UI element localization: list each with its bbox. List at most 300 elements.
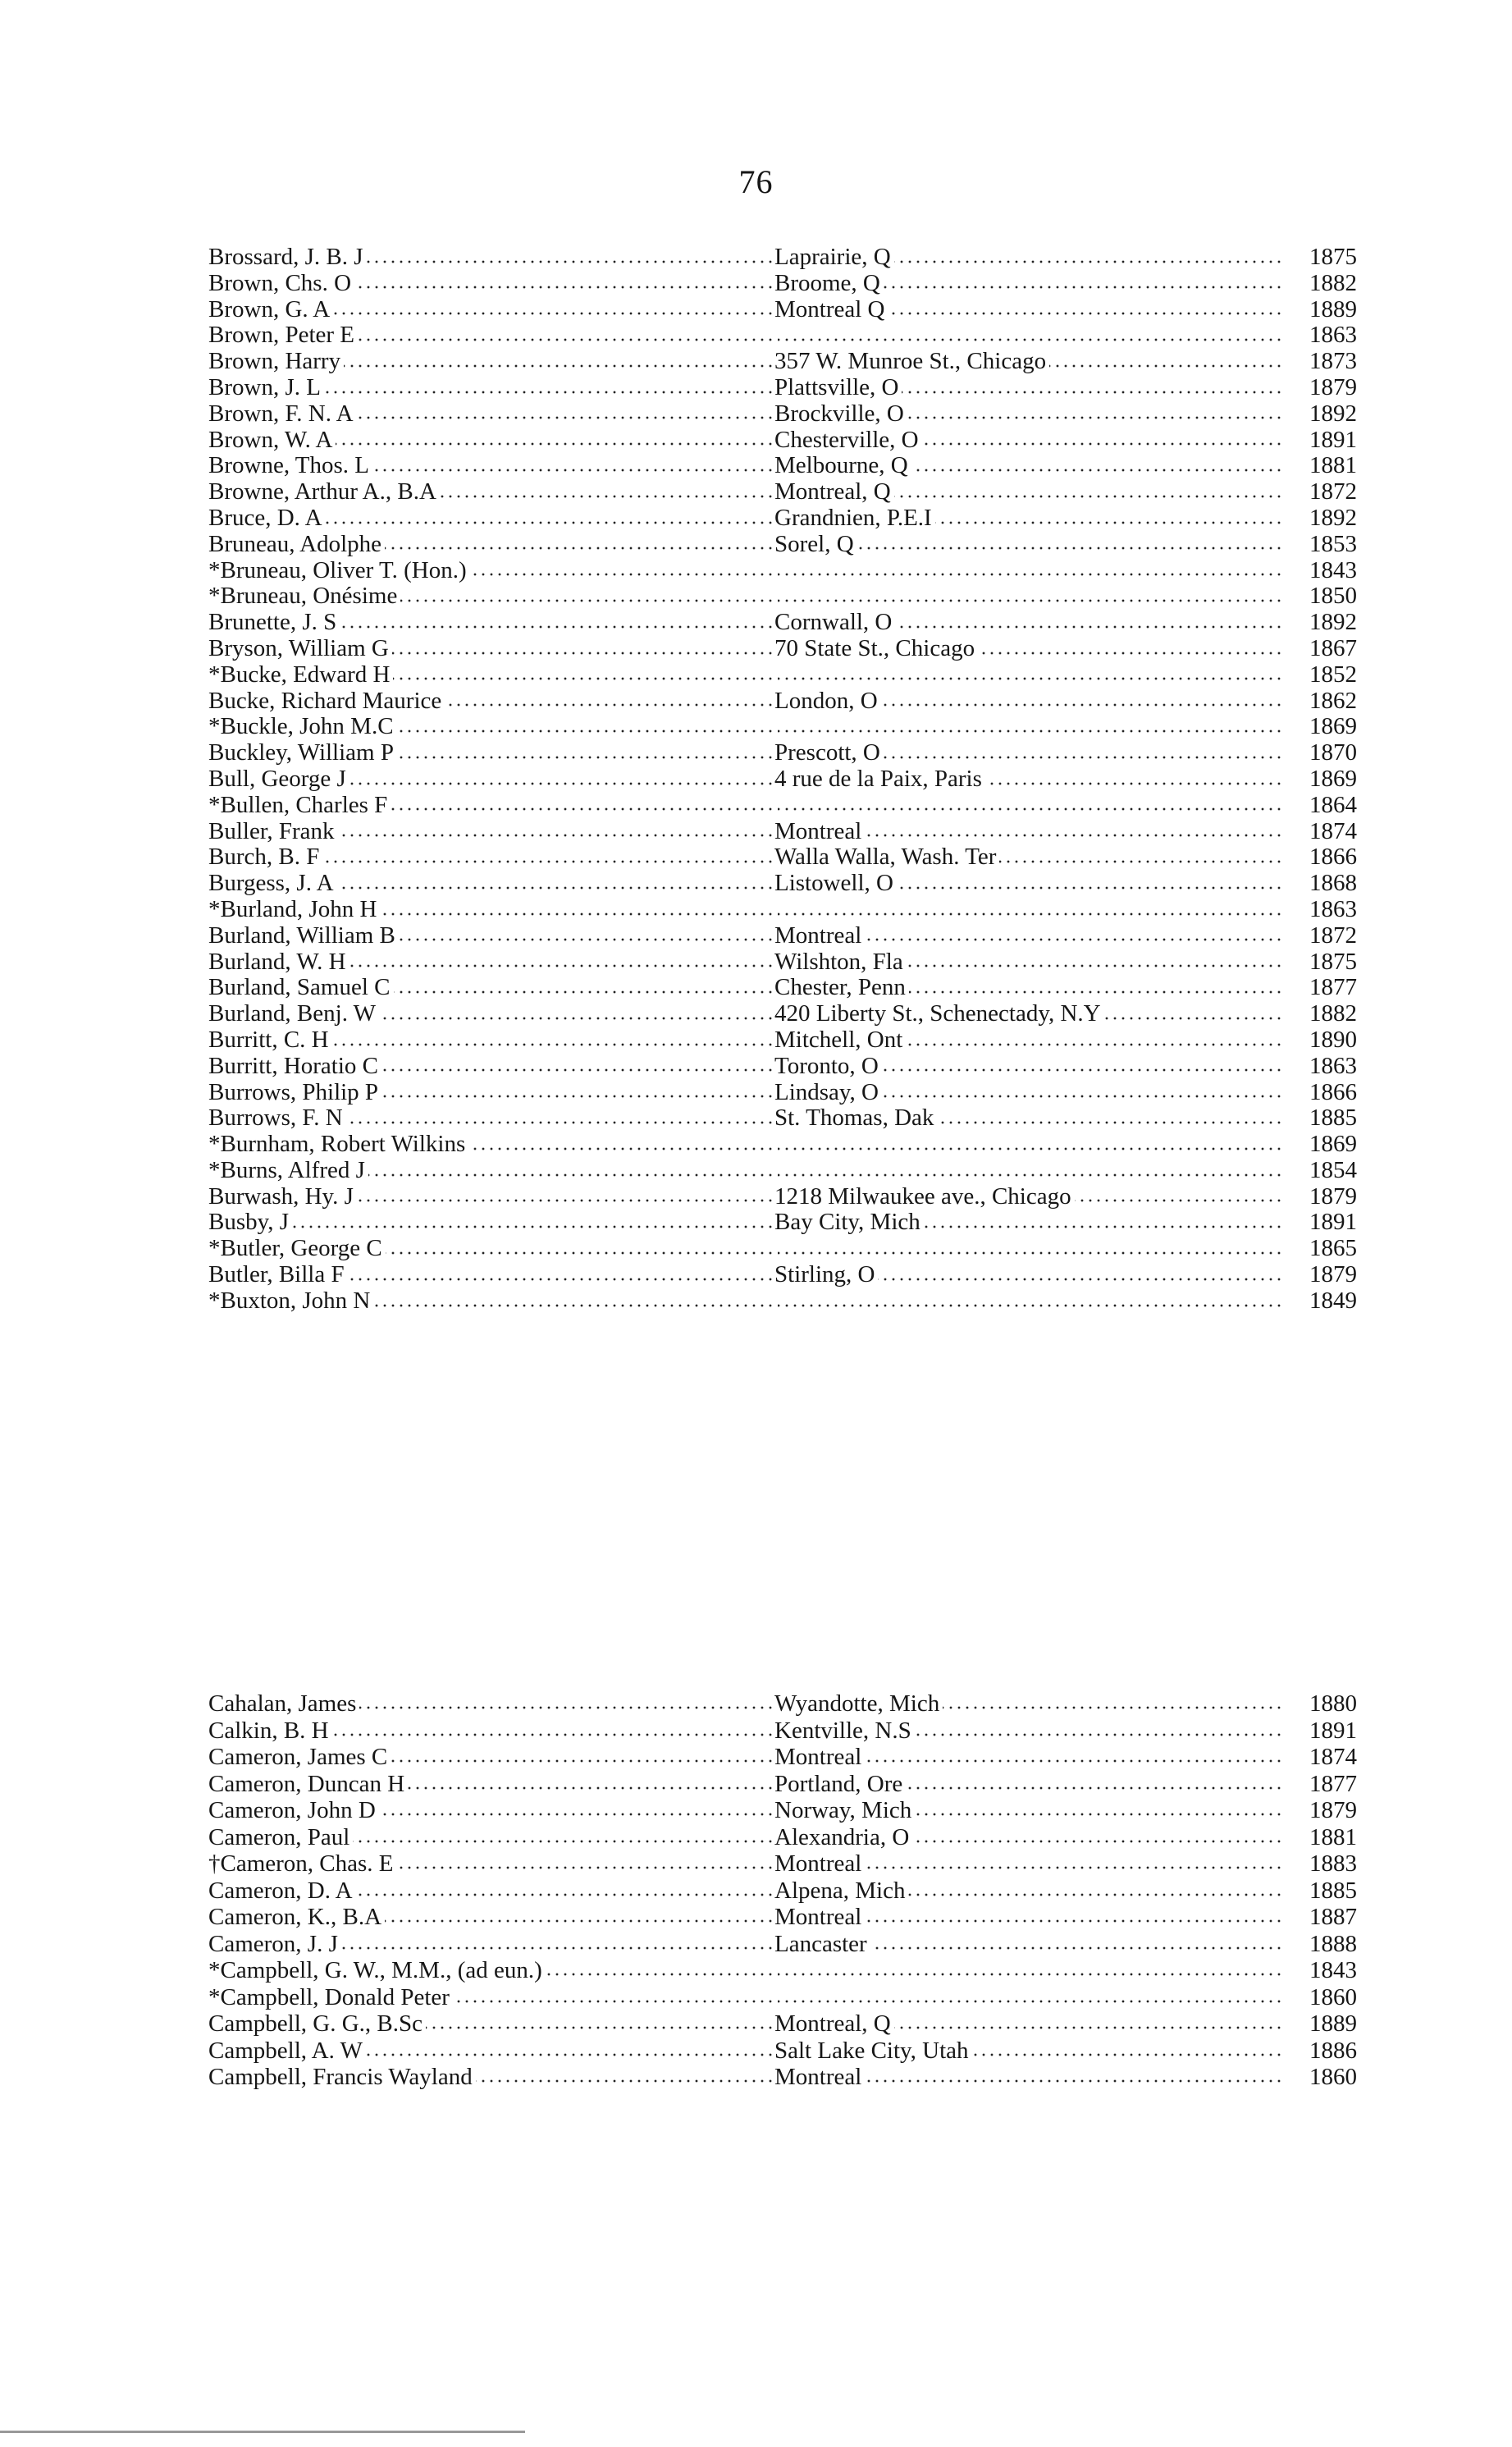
entry-place — [774, 322, 1283, 349]
entry-name-text: Busby, J — [208, 1210, 292, 1235]
list-item — [208, 375, 1357, 401]
entry-place — [774, 1957, 1283, 1984]
entry-name-text: Cameron, John D — [208, 1797, 379, 1823]
entry-name — [208, 1797, 774, 1824]
entry-name — [208, 297, 774, 323]
entry-place — [774, 1984, 1283, 2011]
entry-name-text: Bryson, William G — [208, 636, 392, 661]
list-item — [208, 453, 1357, 479]
list-item — [208, 1184, 1357, 1210]
entry-name — [208, 558, 774, 584]
entry-name-text: Burch, B. F — [208, 844, 322, 870]
list-item — [208, 1288, 1357, 1315]
list-item — [208, 401, 1357, 428]
entry-name — [208, 1184, 774, 1210]
list-item — [208, 1850, 1357, 1878]
entry-year: 1891 — [1309, 426, 1357, 453]
entry-place-text — [774, 1957, 778, 1983]
alumni-list-c — [208, 1690, 1357, 2091]
entry-place — [774, 1744, 1283, 1771]
entry-place — [774, 610, 1283, 636]
entry-year: 1892 — [1309, 504, 1357, 531]
entry-year: 1853 — [1309, 530, 1357, 557]
list-item — [208, 766, 1357, 793]
entry-name — [208, 1158, 774, 1184]
entry-year: 1892 — [1309, 400, 1357, 427]
entry-year: 1880 — [1309, 1690, 1357, 1717]
list-item — [208, 1690, 1357, 1717]
entry-place-text: Montreal, Q — [774, 479, 894, 505]
list-item — [208, 2064, 1357, 2091]
entry-place-text: Montreal — [774, 1850, 865, 1877]
entry-place — [774, 297, 1283, 323]
entry-place — [774, 819, 1283, 845]
entry-place-text: Montreal — [774, 819, 865, 844]
entry-year: 1869 — [1309, 765, 1357, 792]
entry-name — [208, 1210, 774, 1236]
entry-place-text: Plattsville, O — [774, 375, 902, 400]
entry-name-text: Burland, William B — [208, 923, 399, 949]
entry-year: 1869 — [1309, 713, 1357, 740]
entry-year: 1877 — [1309, 974, 1357, 1001]
entry-place-text — [774, 793, 778, 818]
entry-place-text: Laprairie, Q — [774, 245, 894, 270]
entry-name — [208, 349, 774, 375]
entry-year: 1860 — [1309, 2064, 1357, 2090]
entry-name — [208, 1744, 774, 1771]
entry-year: 1879 — [1309, 373, 1357, 400]
entry-year: 1875 — [1309, 948, 1357, 975]
entry-year: 1892 — [1309, 609, 1357, 636]
entry-place-text: Mitchell, Ont — [774, 1027, 906, 1053]
entry-place-text: Melbourne, Q — [774, 453, 911, 478]
entry-year: 1887 — [1309, 1904, 1357, 1930]
entry-year: 1866 — [1309, 844, 1357, 871]
list-item — [208, 610, 1357, 636]
entry-place — [774, 1132, 1283, 1158]
entry-year: 1885 — [1309, 1877, 1357, 1904]
entry-name-text: Buckley, William P — [208, 740, 397, 766]
entry-name — [208, 1288, 774, 1315]
entry-name-text: Cahalan, James — [208, 1690, 359, 1717]
entry-place-text: Broome, Q — [774, 271, 884, 296]
entry-name — [208, 1957, 774, 1984]
entry-place-text: Stirling, O — [774, 1262, 878, 1288]
entry-place — [774, 245, 1283, 271]
entry-year: 1872 — [1309, 922, 1357, 949]
entry-name-text: Burland, Samuel C — [208, 975, 394, 1000]
list-item — [208, 1771, 1357, 1798]
entry-name — [208, 766, 774, 793]
list-item — [208, 793, 1357, 819]
entry-name — [208, 871, 774, 897]
entry-name-text: *Buxton, John N — [208, 1288, 373, 1314]
entry-place-text: Norway, Mich — [774, 1797, 915, 1823]
entry-place — [774, 453, 1283, 479]
entry-name-text: *Bruneau, Oliver T. (Hon.) — [208, 558, 470, 583]
entry-year: 1863 — [1309, 895, 1357, 922]
entry-place — [774, 532, 1283, 558]
entry-name-text: Brown, G. A — [208, 297, 333, 322]
entry-place — [774, 1262, 1283, 1288]
entry-place — [774, 349, 1283, 375]
entry-place — [774, 1184, 1283, 1210]
list-item — [208, 1132, 1357, 1158]
entry-year: 1863 — [1309, 1052, 1357, 1079]
entry-year: 1874 — [1309, 1744, 1357, 1770]
entry-name — [208, 1878, 774, 1905]
entry-name-text: Burwash, Hy. J — [208, 1184, 357, 1210]
list-item — [208, 1904, 1357, 1931]
entry-place-text — [774, 714, 778, 739]
entry-place-text — [774, 897, 778, 922]
entry-name — [208, 2064, 774, 2091]
entry-place-text: Lancaster — [774, 1931, 870, 1957]
list-item — [208, 532, 1357, 558]
entry-name — [208, 819, 774, 845]
entry-year: 1860 — [1309, 1983, 1357, 2010]
entry-name-text: Burland, Benj. W — [208, 1001, 379, 1027]
entry-place — [774, 844, 1283, 871]
entry-year: 1850 — [1309, 583, 1357, 610]
entry-name-text: *Campbell, G. W., M.M., (ad eun.) — [208, 1957, 546, 1983]
entry-place-text: Wilshton, Fla — [774, 949, 907, 975]
entry-place — [774, 271, 1283, 297]
entry-year: 1881 — [1309, 1823, 1357, 1850]
list-item — [208, 1027, 1357, 1054]
entry-name — [208, 610, 774, 636]
entry-name-text: Bruneau, Adolphe — [208, 532, 385, 557]
entry-name — [208, 1690, 774, 1717]
entry-year: 1843 — [1309, 556, 1357, 583]
entry-name-text: Burrows, Philip P — [208, 1080, 381, 1105]
entry-year: 1869 — [1309, 1131, 1357, 1158]
list-item — [208, 505, 1357, 532]
list-item — [208, 428, 1357, 454]
entry-name — [208, 505, 774, 532]
list-item — [208, 740, 1357, 766]
entry-place-text: 420 Liberty St., Schenectady, N.Y — [774, 1001, 1104, 1027]
entry-place-text: Chester, Penn — [774, 975, 909, 1000]
entry-year: 1862 — [1309, 687, 1357, 714]
entry-name — [208, 1027, 774, 1054]
entry-name — [208, 2038, 774, 2065]
entry-name — [208, 375, 774, 401]
entry-place-text: 70 State St., Chicago — [774, 636, 978, 661]
list-item — [208, 1717, 1357, 1745]
entry-year: 1843 — [1309, 1957, 1357, 1983]
entry-place-text: Toronto, O — [774, 1054, 882, 1079]
entry-year: 1879 — [1309, 1182, 1357, 1210]
entry-name — [208, 897, 774, 923]
entry-place — [774, 428, 1283, 454]
list-item — [208, 949, 1357, 976]
entry-place — [774, 1105, 1283, 1132]
list-item — [208, 1236, 1357, 1262]
entry-place — [774, 871, 1283, 897]
entry-year: 1874 — [1309, 817, 1357, 844]
entry-year: 1866 — [1309, 1078, 1357, 1105]
entry-place-text: Brockville, O — [774, 401, 907, 427]
entry-name-text: Cameron, Paul — [208, 1824, 353, 1850]
list-item — [208, 1262, 1357, 1288]
entry-name — [208, 245, 774, 271]
entry-name — [208, 662, 774, 688]
entry-name-text: Bull, George J — [208, 766, 349, 792]
entry-name — [208, 1105, 774, 1132]
page-number: 76 — [738, 163, 774, 200]
entry-place-text — [774, 1236, 778, 1261]
entry-place — [774, 688, 1283, 715]
entry-place — [774, 740, 1283, 766]
entry-place — [774, 1824, 1283, 1851]
entry-place-text — [774, 662, 778, 688]
entry-place-text: Prescott, O — [774, 740, 884, 766]
entry-name — [208, 1984, 774, 2011]
entry-place — [774, 583, 1283, 610]
entry-place-text — [774, 322, 778, 348]
entry-year: 1886 — [1309, 2037, 1357, 2064]
list-item — [208, 1054, 1357, 1080]
list-item — [208, 1931, 1357, 1958]
entry-name-text: Cameron, J. J — [208, 1931, 341, 1957]
entry-name-text: Butler, Billa F — [208, 1262, 348, 1288]
entry-year: 1883 — [1309, 1850, 1357, 1877]
entry-year: 1888 — [1309, 1930, 1357, 1957]
list-item — [208, 1158, 1357, 1184]
list-item — [208, 1824, 1357, 1851]
entry-place-text: Portland, Ore — [774, 1771, 906, 1797]
entry-place-text: Salt Lake City, Utah — [774, 2038, 972, 2064]
entry-name-text: *Bruneau, Onésime — [208, 583, 400, 609]
entry-name — [208, 844, 774, 871]
entry-year: 1879 — [1309, 1261, 1357, 1288]
entry-place — [774, 1771, 1283, 1798]
entry-place-text: Montreal — [774, 923, 865, 949]
entry-name-text: Browne, Thos. L — [208, 453, 372, 478]
entry-name-text: Cameron, Duncan H — [208, 1771, 408, 1797]
entry-name-text: Cameron, James C — [208, 1744, 391, 1770]
entry-name — [208, 1132, 774, 1158]
list-item — [208, 1744, 1357, 1771]
entry-name-text: *Butler, George C — [208, 1236, 386, 1261]
list-item — [208, 871, 1357, 897]
entry-year: 1879 — [1309, 1797, 1357, 1823]
entry-name — [208, 583, 774, 610]
entry-year: 1863 — [1309, 322, 1357, 349]
entry-year: 1852 — [1309, 661, 1357, 688]
entry-name — [208, 636, 774, 662]
entry-year: 1854 — [1309, 1156, 1357, 1183]
list-item — [208, 1210, 1357, 1236]
entry-name-text: Cameron, D. A — [208, 1878, 356, 1904]
entry-place — [774, 1717, 1283, 1745]
entry-name — [208, 1850, 774, 1878]
list-item — [208, 1105, 1357, 1132]
entry-name — [208, 793, 774, 819]
entry-place-text: St. Thomas, Dak — [774, 1105, 937, 1131]
entry-place — [774, 714, 1283, 740]
entry-year: 1873 — [1309, 348, 1357, 375]
entry-name-text: Burritt, C. H — [208, 1027, 332, 1053]
entry-name — [208, 688, 774, 715]
entry-place — [774, 793, 1283, 819]
entry-name — [208, 1904, 774, 1931]
entry-place-text: 357 W. Munroe St., Chicago — [774, 349, 1049, 374]
entry-place-text: Montreal Q — [774, 297, 888, 322]
entry-place-text: 1218 Milwaukee ave., Chicago — [774, 1184, 1075, 1210]
entry-year: 1890 — [1309, 1026, 1357, 1053]
entry-place-text — [774, 1132, 778, 1157]
entry-place-text: 4 rue de la Paix, Paris — [774, 766, 985, 792]
entry-name-text: Brown, W. A — [208, 428, 336, 453]
entry-name-text: Bucke, Richard Maurice — [208, 688, 445, 714]
entry-name — [208, 1262, 774, 1288]
entry-place — [774, 1158, 1283, 1184]
entry-place-text: Wyandotte, Mich — [774, 1690, 943, 1717]
entry-year: 1877 — [1309, 1770, 1357, 1797]
list-item — [208, 2038, 1357, 2065]
entry-name — [208, 1931, 774, 1958]
entry-name-text: Burgess, J. A — [208, 871, 337, 896]
list-item — [208, 714, 1357, 740]
entry-name — [208, 1080, 774, 1106]
entry-name-text: Campbell, A. W — [208, 2038, 366, 2064]
entry-place-text: Walla Walla, Wash. Ter — [774, 844, 999, 870]
entry-place-text: Lindsay, O — [774, 1080, 882, 1105]
list-item — [208, 1001, 1357, 1027]
list-item — [208, 245, 1357, 271]
entry-year: 1889 — [1309, 2010, 1357, 2037]
list-item — [208, 297, 1357, 323]
list-item — [208, 975, 1357, 1001]
entry-place — [774, 923, 1283, 949]
entry-place-text: Alpena, Mich — [774, 1878, 908, 1904]
entry-place — [774, 1236, 1283, 1262]
entry-name-text: Burritt, Horatio C — [208, 1054, 381, 1079]
entry-place — [774, 479, 1283, 505]
entry-place-text: London, O — [774, 688, 881, 714]
entry-place-text — [774, 558, 778, 583]
entry-year: 1864 — [1309, 791, 1357, 818]
entry-name-text: Burland, W. H — [208, 949, 349, 975]
entry-place — [774, 2010, 1283, 2038]
entry-name-text: Brunette, J. S — [208, 610, 340, 635]
entry-name — [208, 1771, 774, 1798]
entry-name — [208, 1001, 774, 1027]
entry-name — [208, 322, 774, 349]
entry-name — [208, 1824, 774, 1851]
list-item — [208, 271, 1357, 297]
list-item — [208, 583, 1357, 610]
entry-place-text: Sorel, Q — [774, 532, 857, 557]
entry-name-text: *Burland, John H — [208, 897, 380, 922]
entry-place-text — [774, 583, 778, 609]
entry-name-text: Cameron, K., B.A — [208, 1904, 385, 1930]
entry-name — [208, 479, 774, 505]
entry-name-text: *Bullen, Charles F — [208, 793, 391, 818]
entry-year: 1872 — [1309, 478, 1357, 505]
list-item — [208, 558, 1357, 584]
entry-name — [208, 1717, 774, 1745]
entry-name-text: Brown, Chs. O — [208, 271, 354, 296]
entry-name-text: Campbell, G. G., B.Sc — [208, 2010, 426, 2037]
entry-year: 1882 — [1309, 1000, 1357, 1027]
list-item — [208, 1957, 1357, 1984]
entry-place — [774, 1931, 1283, 1958]
entry-place-text: Montreal — [774, 1904, 865, 1930]
list-item — [208, 923, 1357, 949]
entry-place — [774, 1054, 1283, 1080]
entry-name — [208, 428, 774, 454]
entry-place-text — [774, 1158, 778, 1183]
entry-name-text: *Bucke, Edward H — [208, 662, 393, 688]
entry-name-text: Brown, F. N. A — [208, 401, 357, 427]
entry-place — [774, 1210, 1283, 1236]
list-item — [208, 479, 1357, 505]
entry-place — [774, 949, 1283, 976]
entry-year: 1870 — [1309, 739, 1357, 766]
entry-place-text: Montreal — [774, 2064, 865, 2090]
entry-place-text — [774, 1984, 778, 2010]
list-item — [208, 897, 1357, 923]
list-item — [208, 844, 1357, 871]
entry-name — [208, 453, 774, 479]
entry-place — [774, 401, 1283, 428]
entry-place — [774, 1001, 1283, 1027]
entry-year: 1891 — [1309, 1717, 1357, 1744]
entry-year: 1868 — [1309, 870, 1357, 897]
entry-name-text: Buller, Frank — [208, 819, 337, 844]
entry-year: 1865 — [1309, 1235, 1357, 1262]
entry-place-text: Chesterville, O — [774, 428, 922, 453]
entry-place-text: Kentville, N.S — [774, 1717, 915, 1744]
list-item — [208, 322, 1357, 349]
entry-name-text: Burrows, F. N — [208, 1105, 346, 1131]
entry-name-text: *Campbell, Donald Peter — [208, 1984, 453, 2010]
entry-name — [208, 2010, 774, 2038]
entry-year: 1849 — [1309, 1287, 1357, 1314]
list-item — [208, 662, 1357, 688]
entry-place — [774, 1904, 1283, 1931]
entry-name — [208, 1236, 774, 1262]
entry-name — [208, 532, 774, 558]
entry-year: 1885 — [1309, 1105, 1357, 1132]
entry-year: 1891 — [1309, 1209, 1357, 1236]
entry-name-text: Browne, Arthur A., B.A — [208, 479, 440, 505]
entry-name-text: *Burns, Alfred J — [208, 1158, 368, 1183]
alumni-list-b — [208, 245, 1357, 1315]
entry-place — [774, 1288, 1283, 1315]
entry-year: 1889 — [1309, 295, 1357, 322]
entry-name-text: *Buckle, John M.C — [208, 714, 397, 739]
entry-place — [774, 1690, 1283, 1717]
entry-place — [774, 636, 1283, 662]
entry-place — [774, 2064, 1283, 2091]
entry-place — [774, 662, 1283, 688]
list-item — [208, 349, 1357, 375]
entry-place — [774, 558, 1283, 584]
list-item — [208, 2010, 1357, 2038]
entry-place-text: Grandnien, P.E.I — [774, 505, 935, 531]
entry-name-text: Brown, J. L — [208, 375, 324, 400]
entry-place — [774, 1080, 1283, 1106]
entry-name — [208, 740, 774, 766]
entry-place — [774, 505, 1283, 532]
entry-year: 1881 — [1309, 452, 1357, 479]
entry-place-text: Alexandria, O — [774, 1824, 912, 1850]
list-item — [208, 1878, 1357, 1905]
